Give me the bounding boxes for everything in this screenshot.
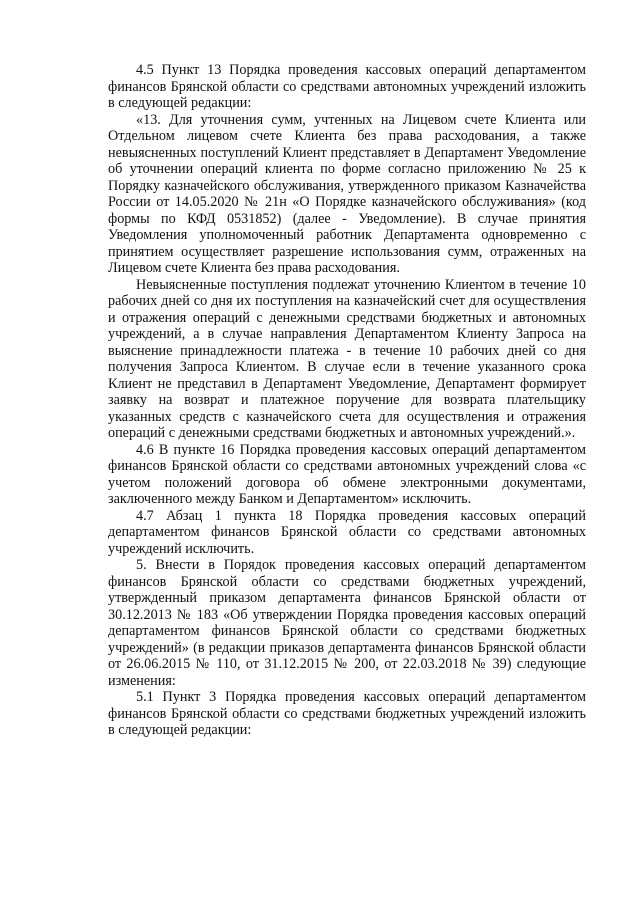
document-page	[108, 62, 586, 739]
paragraph-4-5: 4.5 Пункт 13 Порядка проведения кассовых операций департаментом финансов Брянской области со средствами автономных учреждений изложить в следующей редакции:	[108, 62, 586, 111]
paragraph-unidentified-receipts: Невыясненные поступления подлежат уточнению Клиентом в течение 10 рабочих дней со дня их поступления на казначейский счет для осуществления и отражения операций с денежными средствами бюджетных и автономных учреждений, а в случае направления Департаментом Клиенту Запроса на выяснение принадлежности платежа - в течение 10 рабочих дней со дня получения Запроса Клиентом. В случае если в течение указанного срока Клиент не представил в Департамент Уведомление, Департамент формирует заявку на возврат и платежное поручение для возврата плательщику указанных средств с казначейского счета для осуществления и отражения операций с денежными средствами бюджетных и автономных учреждений.».	[108, 276, 586, 441]
paragraph-4-7: 4.7 Абзац 1 пункта 18 Порядка проведения кассовых операций департаментом финансов Брянской области со средствами автономных учреждений исключить.	[108, 507, 586, 557]
paragraph-13-quote: «13. Для уточнения сумм, учтенных на Лицевом счете Клиента или Отдельном лицевом счете Клиента без права расходования, а также невыясненных поступлений Клиент представляет в Департамент Уведомление об уточнении операций клиента по форме согласно приложению № 25 к Порядку казначейского обслуживания, утвержденного приказом Казначейства России от 14.05.2020 № 21н «О Порядке казначейского обслуживания» (код формы по КФД 0531852) (далее - Уведомление). В случае принятия Уведомления уполномоченный работник Департамента одновременно с принятием осуществляет разрешение использования сумм, отраженных на Лицевом счете Клиента без права расходования.	[108, 111, 586, 276]
paragraph-5-1: 5.1 Пункт 3 Порядка проведения кассовых операций департаментом финансов Брянской области со средствами бюджетных учреждений изложить в следующей редакции:	[108, 689, 586, 738]
paragraph-5: 5. Внести в Порядок проведения кассовых операций департаментом финансов Брянской области со средствами бюджетных учреждений, утвержденный приказом департамента финансов Брянской области от 30.12.2013 № 183 «Об утверждении Порядка проведения кассовых операций департаментом финансов Брянской области со средствами бюджетных учреждений» (в редакции приказов департамента финансов Брянской области от 26.06.2015 № 110, от 31.12.2015 № 200, от 22.03.2018 № 39) следующие изменения:	[108, 557, 586, 689]
paragraph-4-6: 4.6 В пункте 16 Порядка проведения кассовых операций департаментом финансов Брянской области со средствами автономных учреждений слова «с учетом положений договора об обмене электронными документами, заключенного между Банком и Департаментом» исключить.	[108, 441, 586, 507]
